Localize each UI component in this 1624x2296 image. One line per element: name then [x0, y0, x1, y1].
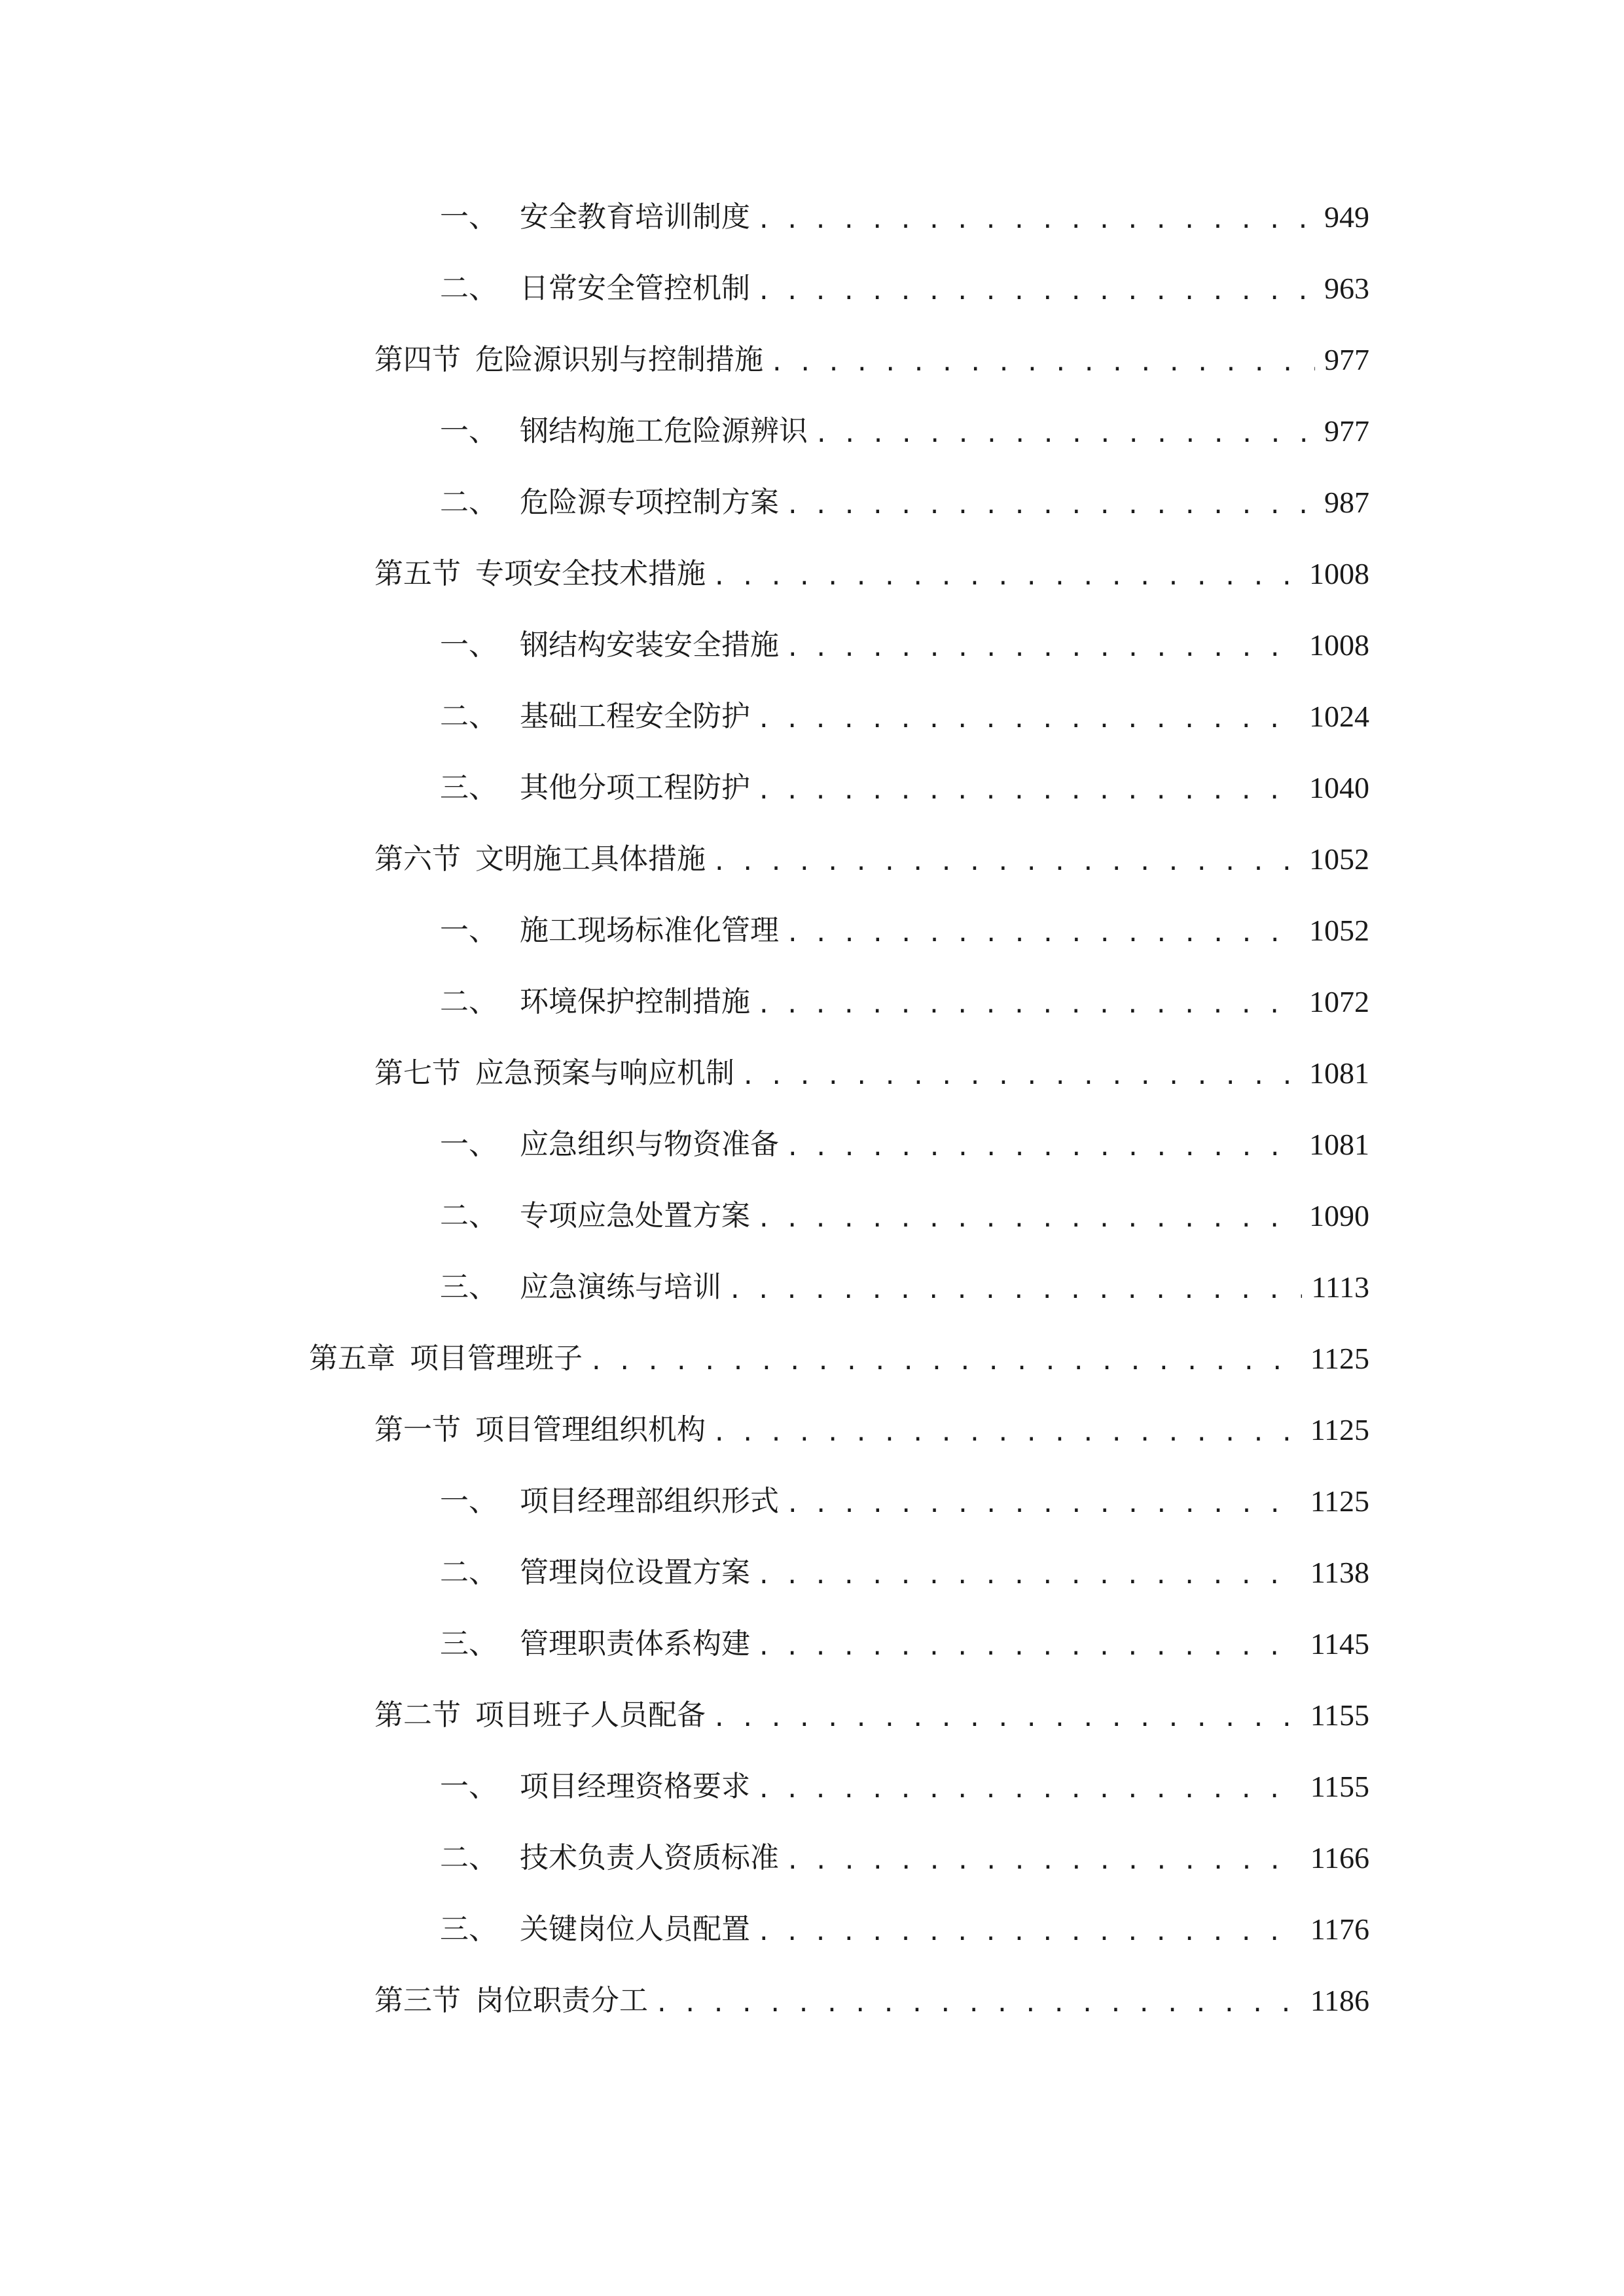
toc-entry-number: 一、	[440, 414, 497, 448]
toc-entry-title: 技术负责人资质标准	[520, 1841, 779, 1874]
toc-entry-page-number: 1052	[1309, 914, 1369, 947]
toc-entry[interactable]	[440, 762, 1369, 814]
toc-entry-page-number: 1166	[1310, 1841, 1369, 1874]
toc-entry-page-number: 1125	[1310, 1342, 1369, 1375]
toc-entry-number: 三、	[440, 1270, 497, 1304]
toc-entry-page-number: 977	[1324, 414, 1369, 448]
toc-entry[interactable]	[440, 619, 1369, 672]
toc-entry-number: 第五章	[309, 1342, 395, 1375]
toc-entry-title: 管理岗位设置方案	[520, 1556, 750, 1589]
toc-section-entry[interactable]	[374, 1404, 1369, 1456]
toc-section-entry[interactable]	[374, 334, 1369, 386]
dot-leader	[757, 982, 1300, 1028]
toc-entry[interactable]	[440, 1903, 1369, 1956]
toc-entry-number: 第一节	[374, 1413, 461, 1446]
toc-entry[interactable]	[440, 262, 1369, 315]
toc-entry[interactable]	[440, 905, 1369, 957]
toc-entry-page-number: 1024	[1309, 700, 1369, 733]
toc-entry-number: 一、	[440, 200, 497, 234]
table-of-contents	[0, 191, 1624, 2155]
dot-leader	[757, 1624, 1301, 1670]
toc-entry-page-number: 1155	[1310, 1698, 1369, 1732]
toc-entry[interactable]	[440, 1261, 1369, 1314]
toc-entry-title: 其他分项工程防护	[520, 771, 750, 804]
toc-entry-title: 危险源识别与控制措施	[475, 343, 763, 376]
toc-entry-title: 安全教育培训制度	[520, 200, 750, 234]
dot-leader	[589, 1339, 1301, 1385]
dot-leader	[712, 1410, 1301, 1456]
toc-entry-page-number: 1186	[1310, 1984, 1369, 2017]
toc-entry-number: 二、	[440, 1556, 497, 1589]
dot-leader	[757, 1196, 1300, 1242]
toc-entry[interactable]	[440, 1119, 1369, 1171]
toc-entry[interactable]	[440, 1190, 1369, 1242]
toc-entry-page-number: 1145	[1310, 1627, 1369, 1660]
toc-entry[interactable]	[440, 1547, 1369, 1599]
toc-entry-title: 关键岗位人员配置	[520, 1912, 750, 1946]
toc-entry-page-number: 963	[1324, 272, 1369, 305]
toc-section-entry[interactable]	[374, 833, 1369, 886]
toc-entry[interactable]	[440, 1475, 1369, 1528]
dot-leader	[757, 198, 1315, 243]
toc-entry-number: 二、	[440, 1199, 497, 1232]
dot-leader	[785, 1482, 1301, 1528]
toc-entry-title: 钢结构施工危险源辨识	[520, 414, 808, 448]
toc-entry-title: 施工现场标准化管理	[520, 914, 779, 947]
dot-leader	[712, 554, 1300, 600]
toc-entry[interactable]	[440, 1832, 1369, 1884]
toc-entry-page-number: 1081	[1309, 1056, 1369, 1090]
toc-entry-title: 管理职责体系构建	[520, 1627, 750, 1660]
toc-chapter-entry[interactable]	[309, 1333, 1369, 1385]
toc-entry-title: 文明施工具体措施	[475, 842, 706, 876]
toc-entry-number: 一、	[440, 1484, 497, 1518]
toc-entry-page-number: 1138	[1310, 1556, 1369, 1589]
toc-entry-title: 环境保护控制措施	[520, 985, 750, 1018]
toc-entry-number: 二、	[440, 985, 497, 1018]
toc-entry[interactable]	[440, 976, 1369, 1028]
toc-entry-page-number: 1040	[1309, 771, 1369, 804]
toc-section-entry[interactable]	[374, 1047, 1369, 1100]
toc-entry-number: 第三节	[374, 1984, 461, 2017]
toc-entry-number: 一、	[440, 914, 497, 947]
toc-entry-number: 二、	[440, 700, 497, 733]
toc-entry-title: 钢结构安装安全措施	[520, 628, 779, 662]
toc-entry-number: 三、	[440, 1627, 497, 1660]
toc-section-entry[interactable]	[374, 1975, 1369, 2027]
toc-entry-title: 项目管理班子	[410, 1342, 583, 1375]
dot-leader	[757, 1553, 1301, 1599]
toc-entry-number: 一、	[440, 628, 497, 662]
toc-entry-number: 二、	[440, 486, 497, 519]
toc-entry-page-number: 1081	[1309, 1128, 1369, 1161]
toc-entry-page-number: 1113	[1311, 1270, 1369, 1304]
toc-entry-page-number: 987	[1324, 486, 1369, 519]
toc-entry-number: 第五节	[374, 557, 461, 590]
toc-entry-number: 三、	[440, 771, 497, 804]
toc-entry-page-number: 1155	[1310, 1770, 1369, 1803]
toc-entry-title: 基础工程安全防护	[520, 700, 750, 733]
toc-entry-title: 岗位职责分工	[475, 1984, 648, 2017]
toc-entry[interactable]	[440, 191, 1369, 243]
dot-leader	[785, 1125, 1300, 1171]
dot-leader	[814, 412, 1315, 457]
toc-entry-title: 项目管理组织机构	[475, 1413, 706, 1446]
toc-entry[interactable]	[440, 1618, 1369, 1670]
dot-leader	[741, 1054, 1300, 1100]
toc-entry-number: 二、	[440, 1841, 497, 1874]
toc-entry-number: 第七节	[374, 1056, 461, 1090]
toc-entry[interactable]	[440, 476, 1369, 529]
dot-leader	[757, 1767, 1301, 1813]
toc-entry-page-number: 1125	[1310, 1413, 1369, 1446]
toc-entry-page-number: 1008	[1309, 557, 1369, 590]
dot-leader	[712, 1696, 1301, 1742]
dot-leader	[655, 1981, 1301, 2027]
toc-entry-page-number: 1090	[1309, 1199, 1369, 1232]
toc-entry[interactable]	[440, 1761, 1369, 1813]
toc-section-entry[interactable]	[374, 1689, 1369, 1742]
toc-entry-title: 应急演练与培训	[520, 1270, 721, 1304]
dot-leader	[785, 1839, 1301, 1884]
toc-entry-page-number: 1072	[1309, 985, 1369, 1018]
toc-entry-number: 第二节	[374, 1698, 461, 1732]
toc-entry-number: 三、	[440, 1912, 497, 1946]
toc-entry-page-number: 977	[1324, 343, 1369, 376]
dot-leader	[712, 840, 1300, 886]
toc-entry-title: 日常安全管控机制	[520, 272, 750, 305]
dot-leader	[757, 1910, 1301, 1956]
toc-entry-title: 危险源专项控制方案	[520, 486, 779, 519]
dot-leader	[785, 911, 1300, 957]
toc-entry-page-number: 1052	[1309, 842, 1369, 876]
toc-entry-title: 应急组织与物资准备	[520, 1128, 779, 1161]
toc-entry-number: 一、	[440, 1770, 497, 1803]
dot-leader	[757, 697, 1300, 743]
toc-entry-title: 专项应急处置方案	[520, 1199, 750, 1232]
toc-entry-number: 二、	[440, 272, 497, 305]
toc-entry-title: 专项安全技术措施	[475, 557, 706, 590]
toc-entry-number: 第四节	[374, 343, 461, 376]
toc-section-entry[interactable]	[374, 548, 1369, 600]
toc-entry-title: 项目经理部组织形式	[520, 1484, 779, 1518]
dot-leader	[785, 483, 1315, 529]
toc-entry-page-number: 1008	[1309, 628, 1369, 662]
toc-entry-title: 项目经理资格要求	[520, 1770, 750, 1803]
dot-leader	[785, 626, 1300, 672]
toc-entry-page-number: 949	[1324, 200, 1369, 234]
toc-entry-page-number: 1176	[1310, 1912, 1369, 1946]
toc-entry[interactable]	[440, 405, 1369, 457]
toc-entry-number: 第六节	[374, 842, 461, 876]
toc-entry-title: 项目班子人员配备	[475, 1698, 706, 1732]
toc-entry-title: 应急预案与响应机制	[475, 1056, 734, 1090]
dot-leader	[728, 1268, 1302, 1314]
toc-entry-number: 一、	[440, 1128, 497, 1161]
toc-entry[interactable]	[440, 691, 1369, 743]
dot-leader	[757, 269, 1315, 315]
dot-leader	[757, 768, 1300, 814]
dot-leader	[770, 340, 1315, 386]
toc-entry-page-number: 1125	[1310, 1484, 1369, 1518]
